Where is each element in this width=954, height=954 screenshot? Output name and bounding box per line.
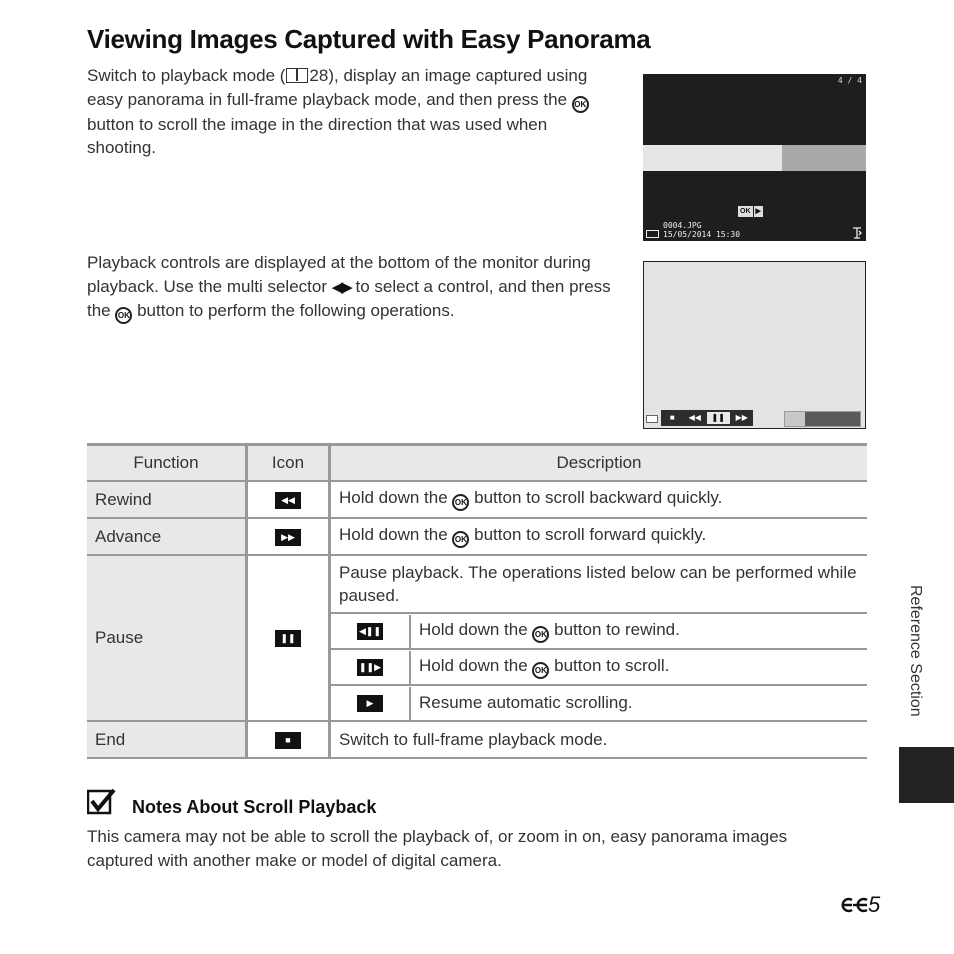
desc-frame-rewind: Hold down the OK button to rewind. xyxy=(410,615,867,648)
table-row xyxy=(87,721,867,758)
battery-icon xyxy=(646,415,658,423)
notes-heading: Notes About Scroll Playback xyxy=(132,797,377,817)
image-counter: 4 / 4 xyxy=(837,76,862,85)
rewind-icon: ◀◀ xyxy=(275,492,301,509)
end-control-icon[interactable]: ■ xyxy=(669,413,675,422)
resume-play-icon: ▶ xyxy=(357,695,383,712)
pause-control-icon[interactable]: ❚❚ xyxy=(707,412,730,424)
playback-controls-table xyxy=(87,443,867,759)
ok-button-icon: OK xyxy=(532,662,549,679)
side-tab-label: Reference Section xyxy=(907,585,924,717)
desc-frame-advance: Hold down the OK button to scroll. xyxy=(410,651,867,684)
desc-resume: Resume automatic scrolling. xyxy=(419,693,633,712)
end-icon: ■ xyxy=(275,732,301,749)
table-row xyxy=(87,518,867,555)
function-advance: Advance xyxy=(87,518,247,555)
playback-screen-controls xyxy=(643,261,866,429)
file-info xyxy=(663,221,740,239)
ok-button-icon: OK xyxy=(452,494,469,511)
page-title: Viewing Images Captured with Easy Panorama xyxy=(87,24,651,54)
header-function: Function xyxy=(87,445,247,482)
file-datetime: 15/05/2014 15:30 xyxy=(663,230,741,239)
frame-rewind-icon: ◀❚❚ xyxy=(357,623,383,640)
advance-icon: ▶▶ xyxy=(275,529,301,546)
page-number: 5 xyxy=(840,892,880,918)
side-tab-block xyxy=(899,747,954,803)
table-row xyxy=(87,555,867,613)
file-name: 0004.JPG xyxy=(663,221,702,230)
notes-text: This camera may not be able to scroll the playback of, or zoom in on, easy panorama images captured with another make or model of digital camera. xyxy=(87,827,788,870)
ok-button-icon: OK xyxy=(532,626,549,643)
easy-panorama-icon xyxy=(852,227,862,241)
panorama-strip-left xyxy=(643,145,782,171)
function-pause: Pause xyxy=(87,555,247,721)
ok-play-guide xyxy=(738,206,763,217)
desc-rewind: Hold down the OK button to scroll backward quickly. xyxy=(330,481,868,518)
scroll-progress-bar xyxy=(784,411,861,427)
ok-button-icon: OK xyxy=(115,307,132,324)
rewind-control-icon[interactable]: ◀◀ xyxy=(688,413,701,422)
playback-controls xyxy=(661,410,753,426)
header-description: Description xyxy=(330,445,868,482)
multi-selector-arrows-icon: ◀▶ xyxy=(331,278,351,296)
controls-paragraph: Playback controls are displayed at the bottom of the monitor during playback. Use the multi selector ◀▶ to select a control, and then press the OK button to perform the following operations. xyxy=(87,251,617,324)
table-row xyxy=(87,481,867,518)
page-reference: 28 xyxy=(309,66,329,85)
playback-screen-panorama xyxy=(643,74,866,241)
ok-guide-icon: OK xyxy=(740,208,751,215)
desc-pause: Pause playback. The operations listed below can be performed while paused. xyxy=(330,555,868,613)
pause-icon: ❚❚ xyxy=(275,630,301,647)
ok-button-icon: OK xyxy=(572,96,589,113)
header-icon: Icon xyxy=(247,445,330,482)
checkmark-icon xyxy=(87,788,117,816)
reference-section-icon xyxy=(840,896,868,914)
advance-control-icon[interactable]: ▶▶ xyxy=(735,413,748,422)
function-rewind: Rewind xyxy=(87,481,247,518)
panorama-strip-right xyxy=(782,145,866,171)
playback-control-bar xyxy=(644,410,865,426)
desc-end: Switch to full-frame playback mode. xyxy=(330,721,868,758)
book-reference-icon xyxy=(286,68,308,83)
desc-advance: Hold down the OK button to scroll forward quickly. xyxy=(330,518,868,555)
function-end: End xyxy=(87,721,247,758)
intro-paragraph: Switch to playback mode ( 28), display an image captured using easy panorama in full-frame playback mode, and then press the OK button to scroll the image in the direction that was used when shooting. xyxy=(87,66,588,157)
ok-button-icon: OK xyxy=(452,531,469,548)
scroll-progress-fill xyxy=(785,412,805,426)
play-guide-icon: ▶ xyxy=(755,208,761,215)
frame-advance-icon: ❚❚▶ xyxy=(357,659,383,676)
battery-icon xyxy=(646,230,659,238)
